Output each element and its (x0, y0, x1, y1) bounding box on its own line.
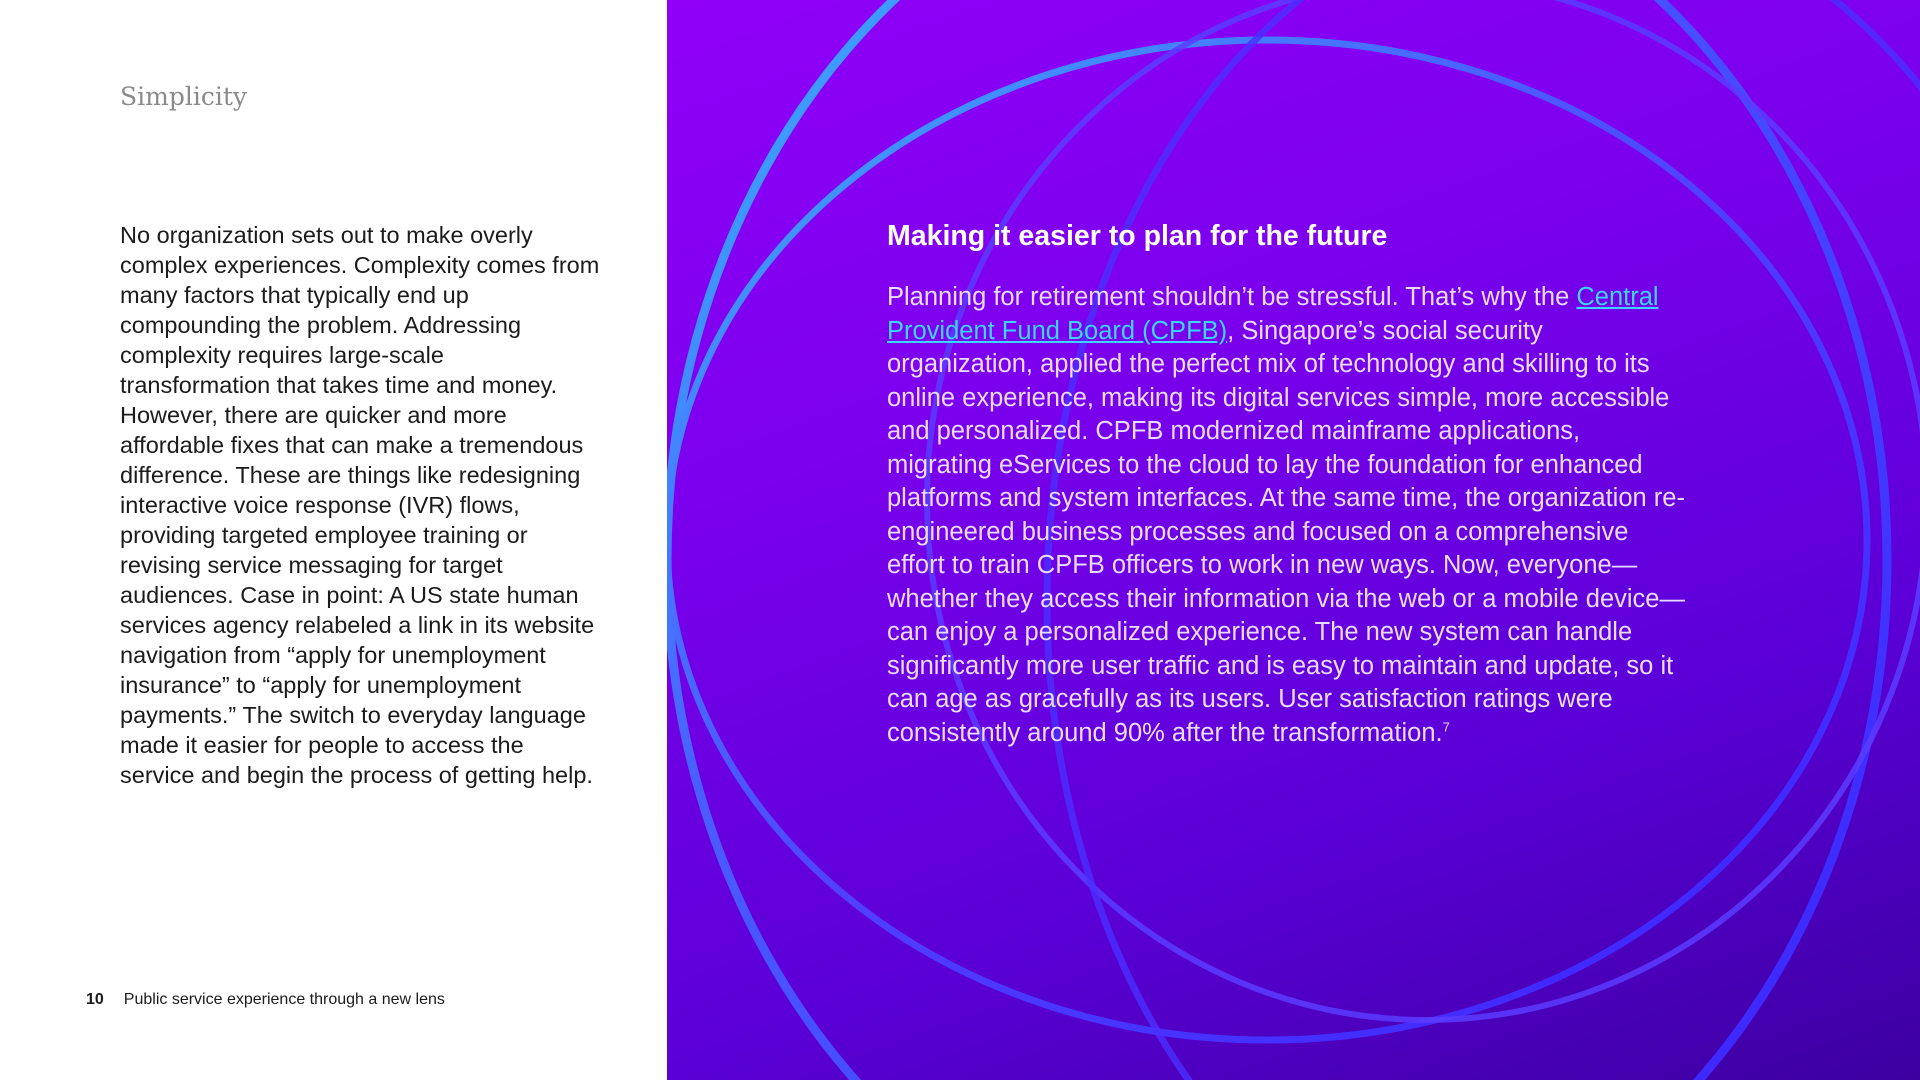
left-panel (0, 0, 667, 1080)
section-title: Simplicity (120, 82, 247, 111)
document-title: Public service experience through a new lens (123, 991, 445, 1008)
feature-heading: Making it easier to plan for the future (887, 220, 1388, 252)
left-body-text: No organization sets out to make overly complex experiences. Complexity comes from many factors that typically end up compounding the problem. Addressing complexity requires large-scale transformation that takes time and money. However, there are quicker and more affordable fixes that can make a tremendous difference. These are things like redesigning interactive voice response (IVR) flows, providing targeted employee training or revising service messaging for target audiences. Case in point: A US state human services agency relabeled a link in its website navigation from “apply for unemployment insurance” to “apply for unemployment payments.” The switch to everyday language made it easier for people to access the service and begin the process of getting help. (120, 222, 600, 788)
feature-body-intro: Planning for retirement shouldn’t be stressful. That’s why the (887, 283, 1577, 311)
page-number: 10 (86, 991, 104, 1008)
feature-body (887, 281, 1687, 750)
page-footer (86, 991, 445, 1009)
right-content (887, 220, 1687, 750)
feature-body-rest: , Singapore’s social security organization, applied the perfect mix of technology and skilling to its online experience, making its digital services simple, more accessible and personalized. CPFB modernized mainframe applications, migrating eServices to the cloud to lay the foundation for enhanced platforms and system interfaces. At the same time, the organization re-engineered business processes and focused on a comprehensive effort to train CPFB officers to work in new ways. Now, everyone—whether they access their information via the web or a mobile device—can enjoy a personalized experience. The new system can handle significantly more user traffic and is easy to maintain and update, so it can age as gracefully as its users. User satisfaction ratings were consistently around 90% after the transformation. (887, 316, 1685, 747)
cpfb-link[interactable]: Central Provident Fund Board (CPFB) (887, 283, 1659, 345)
right-panel (667, 0, 1920, 1080)
footnote-ref[interactable]: 7 (1442, 719, 1450, 734)
